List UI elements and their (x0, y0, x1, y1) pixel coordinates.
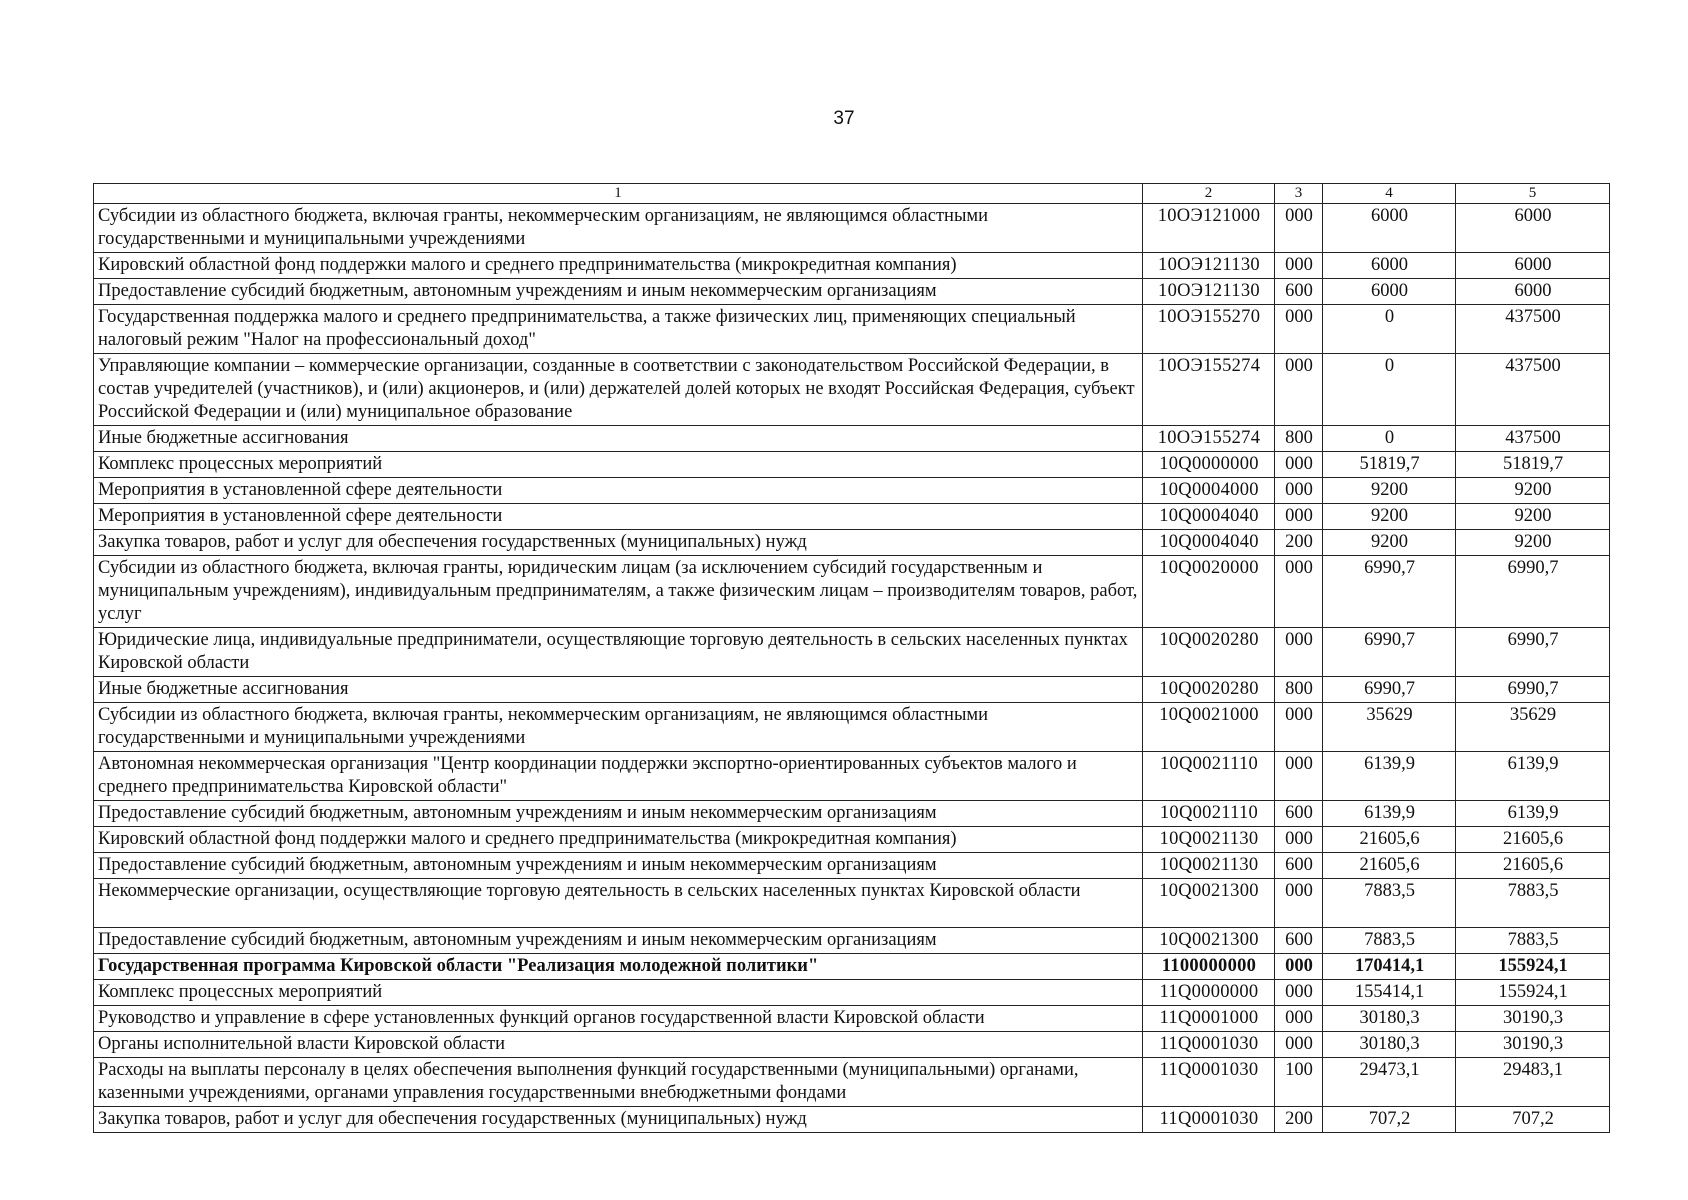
row-type: 000 (1275, 879, 1323, 928)
row-code: 1100000000 (1143, 954, 1275, 980)
row-code: 10Q0004000 (1143, 478, 1275, 504)
row-type: 000 (1275, 478, 1323, 504)
row-value-5: 30190,3 (1456, 1006, 1610, 1032)
row-value-4: 9200 (1323, 530, 1456, 556)
row-code: 10ОЭ121130 (1143, 253, 1275, 279)
row-value-5: 7883,5 (1456, 928, 1610, 954)
row-name: Юридические лица, индивидуальные предприниматели, осуществляющие торговую деятельность в сельских населенных пунктах Кировской области (94, 628, 1143, 677)
row-value-5: 155924,1 (1456, 954, 1610, 980)
budget-table (93, 183, 1610, 1133)
row-value-4: 170414,1 (1323, 954, 1456, 980)
table-row (94, 928, 1610, 954)
row-code: 10Q0021130 (1143, 827, 1275, 853)
row-value-5: 6000 (1456, 253, 1610, 279)
row-code: 10ОЭ155270 (1143, 305, 1275, 354)
row-value-5: 9200 (1456, 530, 1610, 556)
row-value-5: 21605,6 (1456, 827, 1610, 853)
row-value-4: 21605,6 (1323, 827, 1456, 853)
row-name: Расходы на выплаты персоналу в целях обеспечения выполнения функций государственными (муниципальными) органами, казенными учреждениями, органами управления государственными внебюджетными фондами (94, 1058, 1143, 1107)
table-row (94, 478, 1610, 504)
column-header-2: 2 (1143, 184, 1275, 204)
row-value-4: 9200 (1323, 504, 1456, 530)
table-row (94, 879, 1610, 928)
row-type: 000 (1275, 1032, 1323, 1058)
row-name-text: Некоммерческие организации, осуществляющие торговую деятельность в сельских населенных пунктах Кировской области (98, 881, 1081, 901)
row-value-4: 155414,1 (1323, 980, 1456, 1006)
row-value-4: 35629 (1323, 703, 1456, 752)
row-type: 000 (1275, 827, 1323, 853)
row-name: Кировский областной фонд поддержки малого и среднего предпринимательства (микрокредитная компания) (94, 827, 1143, 853)
table-row (94, 305, 1610, 354)
row-value-5: 437500 (1456, 426, 1610, 452)
row-type: 200 (1275, 530, 1323, 556)
row-value-5: 437500 (1456, 354, 1610, 426)
row-value-5: 30190,3 (1456, 1032, 1610, 1058)
row-type: 000 (1275, 954, 1323, 980)
row-code: 10ОЭ121130 (1143, 279, 1275, 305)
row-code: 11Q0001030 (1143, 1032, 1275, 1058)
row-value-5: 6139,9 (1456, 752, 1610, 801)
row-name: Руководство и управление в сфере установленных функций органов государственной власти Кировской области (94, 1006, 1143, 1032)
row-type: 000 (1275, 452, 1323, 478)
row-type: 000 (1275, 204, 1323, 253)
row-value-4: 6990,7 (1323, 628, 1456, 677)
row-code: 10Q0021300 (1143, 928, 1275, 954)
row-value-5: 707,2 (1456, 1107, 1610, 1133)
row-type: 000 (1275, 1006, 1323, 1032)
row-name: Кировский областной фонд поддержки малого и среднего предпринимательства (микрокредитная компания) (94, 253, 1143, 279)
row-name: Комплекс процессных мероприятий (94, 452, 1143, 478)
row-code: 10ОЭ121000 (1143, 204, 1275, 253)
row-value-4: 707,2 (1323, 1107, 1456, 1133)
row-name: Предоставление субсидий бюджетным, автономным учреждениям и иным некоммерческим организациям (94, 853, 1143, 879)
row-code: 10Q0020280 (1143, 677, 1275, 703)
row-value-4: 30180,3 (1323, 1032, 1456, 1058)
table-row (94, 556, 1610, 628)
table-row (94, 1107, 1610, 1133)
row-name: Предоставление субсидий бюджетным, автономным учреждениям и иным некоммерческим организациям (94, 928, 1143, 954)
table-row (94, 628, 1610, 677)
table-row (94, 204, 1610, 253)
row-value-4: 6139,9 (1323, 752, 1456, 801)
row-code: 10Q0021130 (1143, 853, 1275, 879)
row-value-4: 6990,7 (1323, 677, 1456, 703)
row-name: Субсидии из областного бюджета, включая гранты, некоммерческим организациям, не являющимся областными государственными и муниципальными учреждениями (94, 204, 1143, 253)
table-row (94, 354, 1610, 426)
row-value-4: 51819,7 (1323, 452, 1456, 478)
row-value-5: 6139,9 (1456, 801, 1610, 827)
table-row (94, 801, 1610, 827)
row-value-5: 6000 (1456, 204, 1610, 253)
row-type: 000 (1275, 556, 1323, 628)
row-value-4: 21605,6 (1323, 853, 1456, 879)
table-header-row (94, 184, 1610, 204)
row-value-5: 9200 (1456, 504, 1610, 530)
row-code: 10Q0021110 (1143, 752, 1275, 801)
table-row (94, 677, 1610, 703)
table-row (94, 1032, 1610, 1058)
row-value-5: 9200 (1456, 478, 1610, 504)
row-value-4: 7883,5 (1323, 928, 1456, 954)
row-value-5: 7883,5 (1456, 879, 1610, 928)
row-code: 11Q0001030 (1143, 1107, 1275, 1133)
row-name: Мероприятия в установленной сфере деятельности (94, 478, 1143, 504)
table-row-program-total (94, 954, 1610, 980)
row-code: 10Q0021000 (1143, 703, 1275, 752)
row-type: 600 (1275, 279, 1323, 305)
column-header-3: 3 (1275, 184, 1323, 204)
row-name: Закупка товаров, работ и услуг для обеспечения государственных (муниципальных) нужд (94, 1107, 1143, 1133)
row-name: Комплекс процессных мероприятий (94, 980, 1143, 1006)
row-code: 11Q0001000 (1143, 1006, 1275, 1032)
row-type: 000 (1275, 703, 1323, 752)
row-value-4: 9200 (1323, 478, 1456, 504)
table-row (94, 980, 1610, 1006)
row-type: 100 (1275, 1058, 1323, 1107)
table-row (94, 253, 1610, 279)
row-code: 10Q0020280 (1143, 628, 1275, 677)
row-value-4: 0 (1323, 426, 1456, 452)
table-row (94, 703, 1610, 752)
row-name: Иные бюджетные ассигнования (94, 677, 1143, 703)
row-type: 600 (1275, 853, 1323, 879)
row-type: 000 (1275, 752, 1323, 801)
row-type: 000 (1275, 980, 1323, 1006)
row-type: 600 (1275, 928, 1323, 954)
table-row (94, 530, 1610, 556)
row-value-4: 6000 (1323, 253, 1456, 279)
row-type: 200 (1275, 1107, 1323, 1133)
row-type: 000 (1275, 305, 1323, 354)
row-code: 10Q0021110 (1143, 801, 1275, 827)
column-header-4: 4 (1323, 184, 1456, 204)
row-value-5: 155924,1 (1456, 980, 1610, 1006)
row-name: Закупка товаров, работ и услуг для обеспечения государственных (муниципальных) нужд (94, 530, 1143, 556)
row-name: Управляющие компании – коммерческие организации, созданные в соответствии с законодательством Российской Федерации, в состав учредителей (участников), и (или) акционеров, и (или) держателей долей которых не входят Российская Федерация, субъект Российской Федерации и (или) муниципальное образование (94, 354, 1143, 426)
row-value-5: 35629 (1456, 703, 1610, 752)
row-type: 800 (1275, 426, 1323, 452)
row-code: 10Q0004040 (1143, 504, 1275, 530)
row-value-4: 6990,7 (1323, 556, 1456, 628)
row-name: Субсидии из областного бюджета, включая гранты, некоммерческим организациям, не являющимся областными государственными и муниципальными учреждениями (94, 703, 1143, 752)
table-row (94, 853, 1610, 879)
table-row (94, 1006, 1610, 1032)
row-value-4: 7883,5 (1323, 879, 1456, 928)
row-code: 11Q0000000 (1143, 980, 1275, 1006)
table-row (94, 752, 1610, 801)
row-name: Предоставление субсидий бюджетным, автономным учреждениям и иным некоммерческим организациям (94, 279, 1143, 305)
row-value-5: 6990,7 (1456, 628, 1610, 677)
row-type: 000 (1275, 628, 1323, 677)
table-row (94, 452, 1610, 478)
row-value-4: 6000 (1323, 204, 1456, 253)
row-value-5: 437500 (1456, 305, 1610, 354)
row-name: Государственная поддержка малого и среднего предпринимательства, а также физических лиц, применяющих специальный налоговый режим "Налог на профессиональный доход" (94, 305, 1143, 354)
row-name: Органы исполнительной власти Кировской области (94, 1032, 1143, 1058)
table-row (94, 504, 1610, 530)
page-number: 37 (833, 108, 855, 129)
row-type: 000 (1275, 354, 1323, 426)
row-value-5: 6990,7 (1456, 677, 1610, 703)
column-header-5: 5 (1456, 184, 1610, 204)
row-name: Государственная программа Кировской области "Реализация молодежной политики" (94, 954, 1143, 980)
row-value-4: 29473,1 (1323, 1058, 1456, 1107)
row-name (94, 879, 1143, 928)
row-code: 11Q0001030 (1143, 1058, 1275, 1107)
row-value-5: 29483,1 (1456, 1058, 1610, 1107)
row-type: 000 (1275, 253, 1323, 279)
row-code: 10Q0021300 (1143, 879, 1275, 928)
row-value-4: 6000 (1323, 279, 1456, 305)
row-name: Предоставление субсидий бюджетным, автономным учреждениям и иным некоммерческим организациям (94, 801, 1143, 827)
row-name: Мероприятия в установленной сфере деятельности (94, 504, 1143, 530)
row-value-4: 0 (1323, 354, 1456, 426)
row-code: 10ОЭ155274 (1143, 354, 1275, 426)
row-value-4: 6139,9 (1323, 801, 1456, 827)
row-name: Субсидии из областного бюджета, включая гранты, юридическим лицам (за исключением субсидий государственным и муниципальным учреждениям), индивидуальным предпринимателям, а также физическим лицам – производителям товаров, работ, услуг (94, 556, 1143, 628)
row-code: 10ОЭ155274 (1143, 426, 1275, 452)
table-row (94, 426, 1610, 452)
table-row (94, 1058, 1610, 1107)
row-code: 10Q0004040 (1143, 530, 1275, 556)
row-code: 10Q0020000 (1143, 556, 1275, 628)
row-name: Иные бюджетные ассигнования (94, 426, 1143, 452)
row-value-4: 30180,3 (1323, 1006, 1456, 1032)
column-header-1: 1 (94, 184, 1143, 204)
row-type: 800 (1275, 677, 1323, 703)
table-row (94, 827, 1610, 853)
row-spacer (98, 903, 1139, 926)
row-type: 600 (1275, 801, 1323, 827)
row-value-5: 6000 (1456, 279, 1610, 305)
row-value-5: 51819,7 (1456, 452, 1610, 478)
row-type: 000 (1275, 504, 1323, 530)
row-value-5: 6990,7 (1456, 556, 1610, 628)
table-row (94, 279, 1610, 305)
row-code: 10Q0000000 (1143, 452, 1275, 478)
row-value-5: 21605,6 (1456, 853, 1610, 879)
row-name: Автономная некоммерческая организация "Центр координации поддержки экспортно-ориентированных субъектов малого и среднего предпринимательства Кировской области" (94, 752, 1143, 801)
row-value-4: 0 (1323, 305, 1456, 354)
